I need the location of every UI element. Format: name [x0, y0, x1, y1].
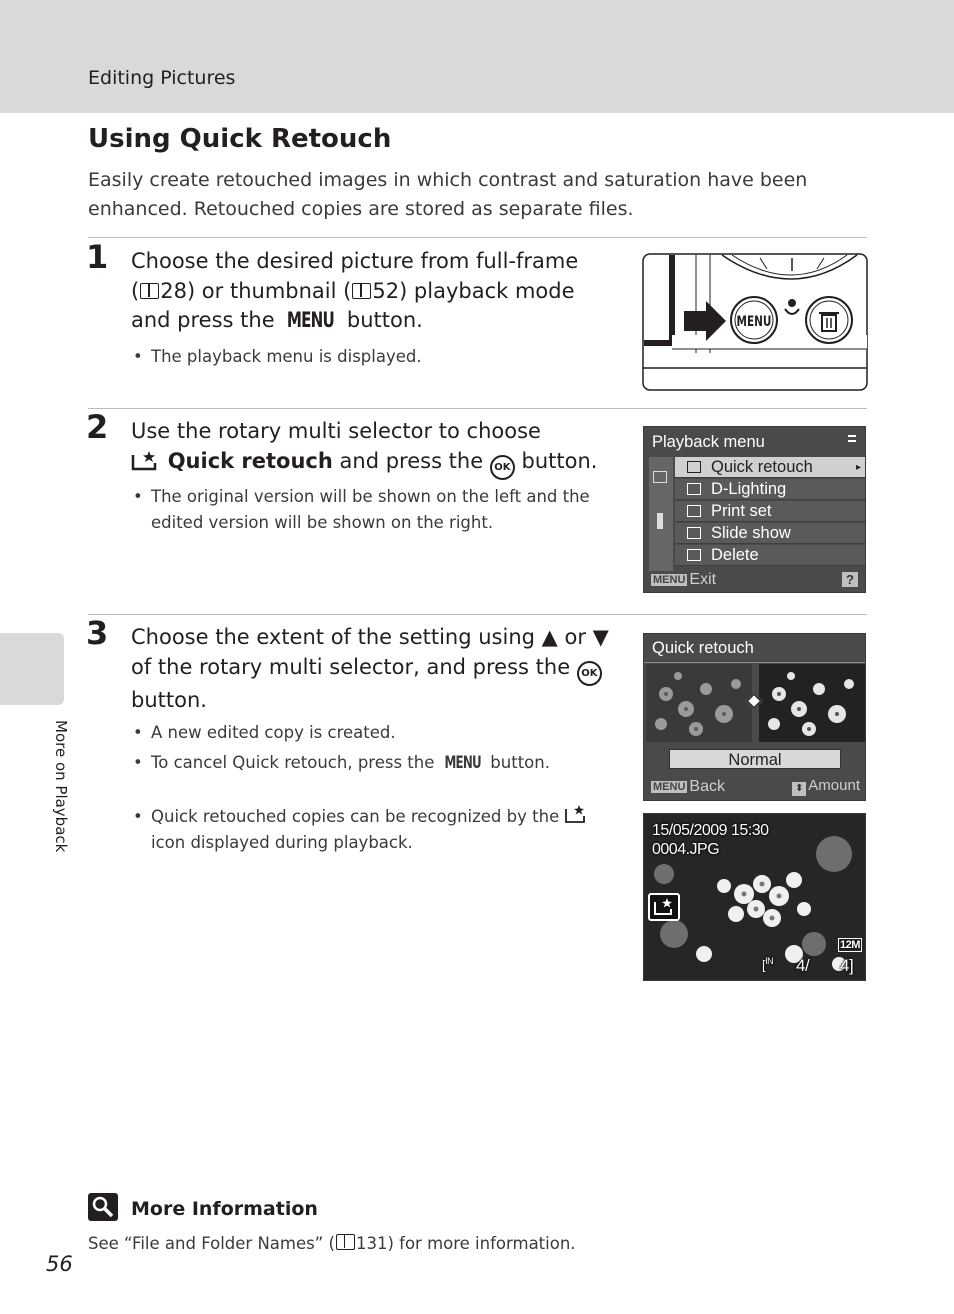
step-3-number: 3 — [86, 614, 109, 652]
step-3-line-2: of the rotary multi selector, and press the OK — [131, 653, 616, 686]
page-reference-icon — [140, 283, 159, 299]
step-3-notes — [131, 804, 601, 856]
playback-screen — [643, 813, 866, 981]
divider — [88, 614, 867, 615]
help-icon[interactable]: ? — [842, 572, 858, 587]
menu-footer: MENU Exit — [653, 571, 717, 588]
list-item: • The playback menu is displayed. — [131, 344, 422, 370]
side-tab-label: More on Playback — [52, 720, 70, 853]
list-item: • A new edited copy is created. — [131, 720, 550, 746]
menu-item-delete[interactable]: Delete — [675, 545, 865, 566]
quick-retouch-indicator-icon — [648, 893, 680, 921]
menu-item-slide-show[interactable]: Slide show — [675, 523, 865, 544]
setup-wrench-icon[interactable] — [657, 513, 663, 529]
page-reference-icon — [336, 1234, 355, 1250]
menu-badge: MENU — [653, 574, 686, 586]
step-1-number: 1 — [86, 238, 109, 276]
page-number: 56 — [46, 1252, 73, 1276]
header-band — [0, 0, 954, 113]
quick-retouch-icon — [687, 461, 701, 473]
internal-memory-indicator: [$^{IN}$ — [762, 956, 774, 973]
print-icon — [687, 505, 701, 517]
step-1-text — [131, 247, 611, 336]
original-preview-image — [646, 664, 752, 742]
chevron-right-icon: ▸ — [855, 462, 861, 473]
list-item: • To cancel Quick retouch, press the MENU button. — [131, 750, 550, 776]
capture-datetime: 15/05/2009 15:30 — [652, 822, 769, 839]
quick-retouch-screen — [643, 633, 866, 801]
menu-item-quick-retouch[interactable]: Quick retouch ▸ — [675, 457, 865, 478]
frame-counter-total: 4] — [840, 956, 854, 975]
divider — [88, 408, 867, 409]
up-arrow-glyph: ▲ — [541, 625, 558, 649]
step-3-bullets — [131, 720, 550, 776]
menu-item-d-lighting[interactable]: D-Lighting — [675, 479, 865, 500]
step-2-line-2: Quick retouch and press the OK button. — [131, 447, 611, 480]
divider — [88, 237, 867, 238]
quick-retouch-icon — [564, 804, 588, 824]
step-1-bullets — [131, 344, 422, 370]
page-reference-icon — [352, 283, 371, 299]
step-2-text — [131, 417, 611, 480]
more-info-text: See “File and Folder Names” ( 131) for more information. — [88, 1234, 576, 1253]
page-title: Using Quick Retouch — [88, 124, 392, 154]
ok-button-glyph: OK — [490, 455, 515, 480]
side-tab — [0, 633, 64, 705]
menu-tab-column — [649, 457, 673, 571]
divider — [644, 662, 866, 663]
step-1-line-2: ( 28) or thumbnail ( 52) playback mode — [131, 278, 575, 303]
list-item: • Quick retouched copies can be recognized by the icon displayed during playback. — [131, 804, 601, 856]
quick-retouch-icon — [650, 895, 678, 919]
frame-counter-current: 4/ — [796, 956, 810, 975]
screen-title: Playback menu — [652, 433, 765, 451]
playback-menu-screen — [643, 426, 866, 593]
file-name: 0004.JPG — [652, 841, 720, 858]
down-arrow-glyph: ▼ — [592, 625, 609, 649]
menu-mark-icon — [848, 435, 856, 442]
step-1-line-1: Choose the desired picture from full-frame — [131, 249, 579, 273]
slideshow-icon — [687, 527, 701, 539]
menu-item-print-set[interactable]: Print set — [675, 501, 865, 522]
trash-icon — [687, 549, 701, 561]
ok-button-glyph: OK — [577, 661, 602, 686]
playback-tab-icon[interactable] — [653, 471, 667, 483]
quick-retouch-icon — [131, 449, 161, 471]
section-title: Editing Pictures — [88, 67, 236, 89]
d-lighting-icon — [687, 483, 701, 495]
list-item: • The original version will be shown on the left and the edited version will be shown on the right. — [131, 484, 590, 536]
menu-button-glyph: MENU — [287, 308, 335, 332]
step-2-number: 2 — [86, 408, 109, 446]
image-size-badge: 12M — [840, 939, 860, 951]
magnifier-info-icon — [88, 1193, 118, 1221]
step-1-line-3: and press the MENU button. — [131, 306, 611, 336]
menu-button-label: MENU — [736, 313, 772, 330]
more-info-title: More Information — [131, 1198, 318, 1220]
retouch-amount-value[interactable]: Normal — [669, 749, 841, 769]
screen-title: Quick retouch — [652, 639, 754, 657]
step-3-line-1: Choose the extent of the setting using ▲ or ▼ — [131, 625, 609, 649]
flower-photo — [759, 664, 865, 742]
up-down-icon: ⬍ — [792, 782, 806, 796]
step-3-text — [131, 623, 616, 715]
retouched-preview-image — [759, 664, 865, 742]
menu-button-glyph: MENU — [444, 753, 481, 772]
step-2-line-1: Use the rotary multi selector to choose — [131, 419, 541, 443]
menu-badge: MENU — [653, 781, 686, 793]
back-hint: MENU Back — [653, 778, 725, 795]
camera-back-illustration — [642, 253, 868, 393]
flower-photo — [646, 664, 752, 742]
step-2-bullets — [131, 484, 590, 536]
intro-paragraph: Easily create retouched images in which contrast and saturation have been enhanced. Retouched copies are stored as separate files. — [88, 169, 808, 220]
step-3-line-3: button. — [131, 687, 207, 712]
amount-hint: ⬍ Amount — [792, 777, 860, 796]
